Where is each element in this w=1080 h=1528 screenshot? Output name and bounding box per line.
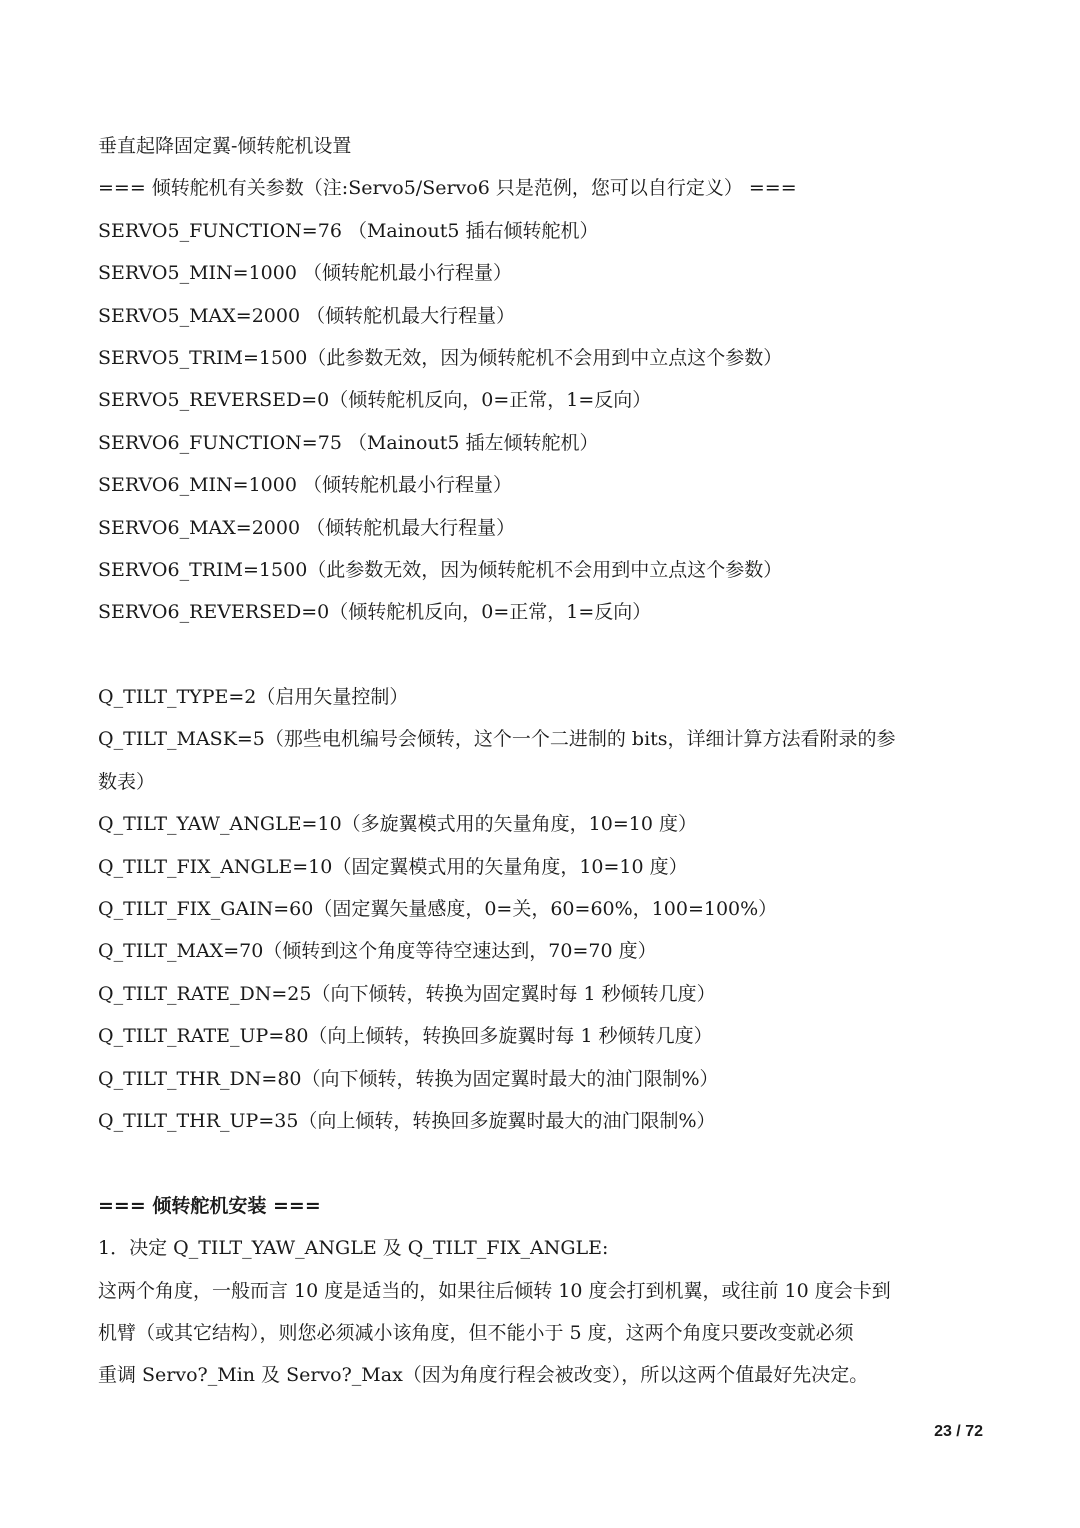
blank-spacer bbox=[98, 634, 988, 676]
tilt-type-line: Q_TILT_TYPE=2（启用矢量控制） bbox=[98, 686, 409, 709]
tilt-param-line: Q_TILT_FIX_ANGLE=10（固定翼模式用的矢量角度，10=10 度） bbox=[98, 855, 688, 878]
document-title: 垂直起降固定翼-倾转舵机设置 bbox=[98, 135, 352, 157]
tilt-param-line: Q_TILT_MAX=70（倾转到这个角度等待空速达到，70=70 度） bbox=[98, 940, 657, 963]
section-header-tilt-params: === 倾转舵机有关参数（注:Servo5/Servo6 只是范例，您可以自行定义） === bbox=[98, 177, 797, 200]
tilt-mask-line: Q_TILT_MASK=5（那些电机编号会倾转，这个一个二进制的 bits，详细计算方法看附录的参 bbox=[98, 728, 896, 751]
tilt-param-line: Q_TILT_FIX_GAIN=60（固定翼矢量感度，0=关，60=60%，100=100%） bbox=[98, 898, 778, 921]
tilt-param-line: Q_TILT_THR_UP=35（向上倾转，转换回多旋翼时最大的油门限制%） bbox=[98, 1109, 716, 1132]
step1-body-line: 重调 Servo?_Min 及 Servo?_Max（因为角度行程会被改变），所以这两个值最好先决定。 bbox=[98, 1364, 869, 1387]
servo-param-line: SERVO6_FUNCTION=75 （Mainout5 插左倾转舵机） bbox=[98, 431, 599, 454]
servo-param-line: SERVO6_MAX=2000 （倾转舵机最大行程量） bbox=[98, 516, 516, 539]
servo-param-line: SERVO6_MIN=1000 （倾转舵机最小行程量） bbox=[98, 474, 512, 497]
step1-body-line: 这两个角度，一般而言 10 度是适当的，如果往后倾转 10 度会打到机翼，或往前 10 度会卡到 bbox=[98, 1279, 891, 1302]
tilt-mask-line-continued: 数表） bbox=[98, 770, 156, 793]
document-page bbox=[98, 125, 988, 1397]
servo-param-line: SERVO6_TRIM=1500（此参数无效，因为倾转舵机不会用到中立点这个参数） bbox=[98, 558, 783, 581]
servo-param-line: SERVO5_REVERSED=0（倾转舵机反向，0=正常，1=反向） bbox=[98, 389, 652, 412]
tilt-param-line: Q_TILT_THR_DN=80（向下倾转，转换为固定翼时最大的油门限制%） bbox=[98, 1067, 719, 1090]
servo-param-line: SERVO5_FUNCTION=76 （Mainout5 插右倾转舵机） bbox=[98, 219, 599, 242]
tilt-param-line: Q_TILT_RATE_DN=25（向下倾转，转换为固定翼时每 1 秒倾转几度） bbox=[98, 982, 716, 1005]
blank-spacer bbox=[98, 1142, 988, 1184]
step1-body-line: 机臂（或其它结构），则您必须减小该角度，但不能小于 5 度，这两个角度只要改变就必须 bbox=[98, 1321, 854, 1344]
servo-param-line: SERVO5_TRIM=1500（此参数无效，因为倾转舵机不会用到中立点这个参数） bbox=[98, 346, 783, 369]
tilt-param-line: Q_TILT_YAW_ANGLE=10（多旋翼模式用的矢量角度，10=10 度） bbox=[98, 813, 697, 836]
section-header-installation: === 倾转舵机安装 === bbox=[98, 1194, 321, 1217]
page-number: 23 / 72 bbox=[934, 1423, 983, 1440]
servo-param-line: SERVO5_MIN=1000 （倾转舵机最小行程量） bbox=[98, 262, 512, 285]
servo-param-line: SERVO5_MAX=2000 （倾转舵机最大行程量） bbox=[98, 304, 516, 327]
step1-title: 1．决定 Q_TILT_YAW_ANGLE 及 Q_TILT_FIX_ANGLE: bbox=[98, 1237, 609, 1260]
tilt-param-line: Q_TILT_RATE_UP=80（向上倾转，转换回多旋翼时每 1 秒倾转几度） bbox=[98, 1025, 713, 1048]
servo-param-line: SERVO6_REVERSED=0（倾转舵机反向，0=正常，1=反向） bbox=[98, 601, 652, 624]
